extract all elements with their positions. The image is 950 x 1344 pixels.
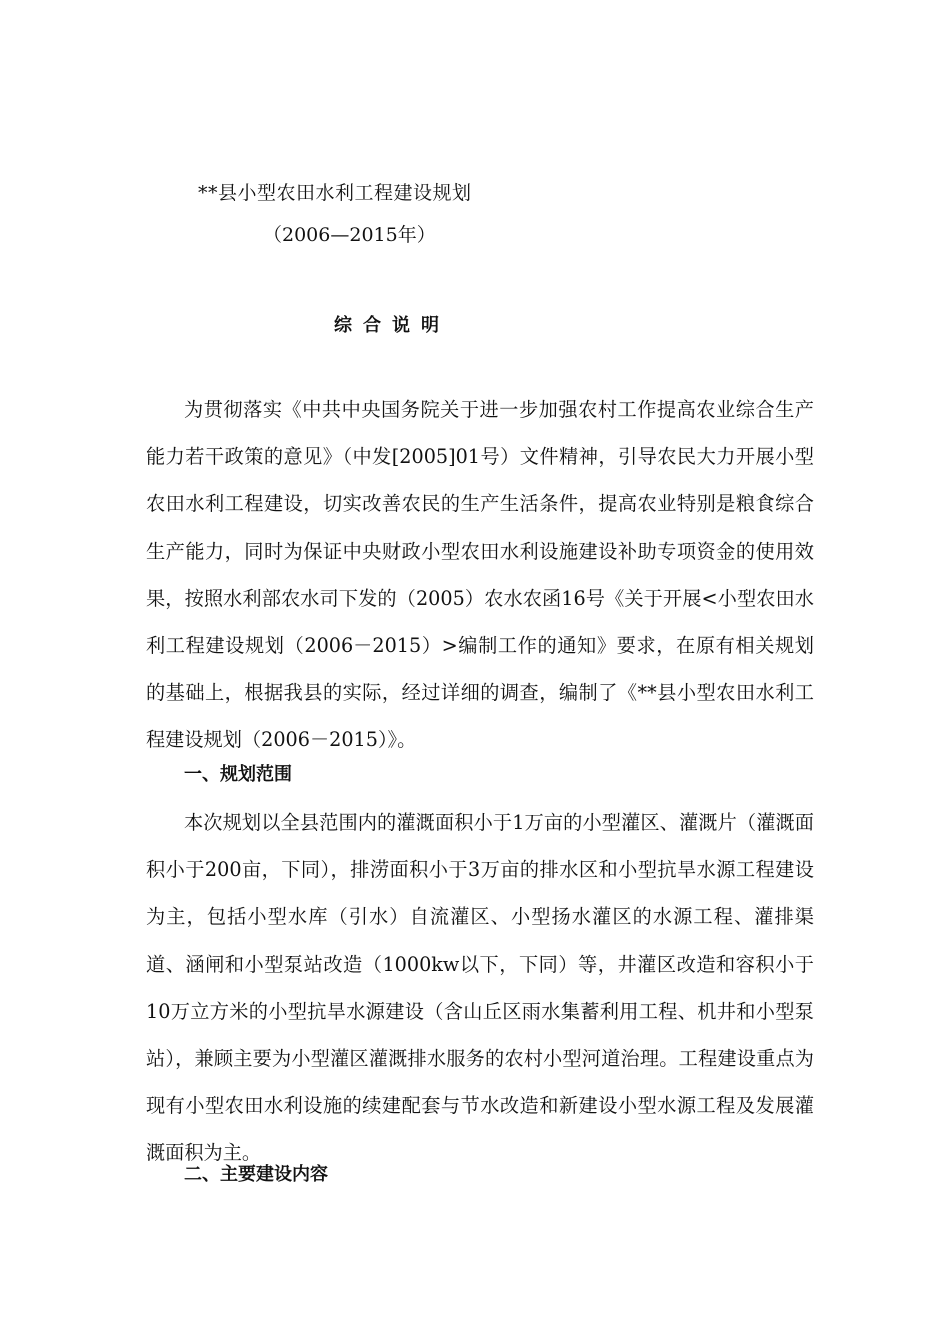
section-heading: 综合说明 [334, 315, 450, 336]
heading-planning-scope: 一、规划范围 [184, 764, 292, 785]
heading-main-construction: 二、主要建设内容 [184, 1164, 328, 1185]
document-subtitle: （2006—2015年） [263, 224, 436, 246]
scope-paragraph: 本次规划以全县范围内的灌溉面积小于1万亩的小型灌区、灌溉片（灌溉面积小于200亩，下同），排涝面积小于3万亩的排水区和小型抗旱水源工程建设为主，包括小型水库（引水）自流灌区、小型扬水灌区的水源工程、灌排渠道、涵闸和小型泵站改造（1000kw以下，下同）等，井灌区改造和容积小于10万立方米的小型抗旱水源建设（含山丘区雨水集蓄利用工程、机井和小型泵站），兼顾主要为小型灌区灌溉排水服务的农村小型河道治理。工程建设重点为现有小型农田水利设施的续建配套与节水改造和新建设小型水源工程及发展灌溉面积为主。 [146, 811, 814, 1165]
intro-paragraph: 为贯彻落实《中共中央国务院关于进一步加强农村工作提高农业综合生产能力若干政策的意见》（中发[2005]01号）文件精神，引导农民大力开展小型农田水利工程建设，切实改善农民的生产生活条件，提高农业特别是粮食综合生产能力，同时为保证中央财政小型农田水利设施建设补助专项资金的使用效果，按照水利部农水司下发的（2005）农水农函16号《关于开展<小型农田水利工程建设规划（2006－2015）>编制工作的通知》要求，在原有相关规划的基础上，根据我县的实际，经过详细的调查，编制了《**县小型农田水利工程建设规划（2006－2015）》。 [146, 398, 814, 752]
document-title: **县小型农田水利工程建设规划 [198, 182, 472, 204]
